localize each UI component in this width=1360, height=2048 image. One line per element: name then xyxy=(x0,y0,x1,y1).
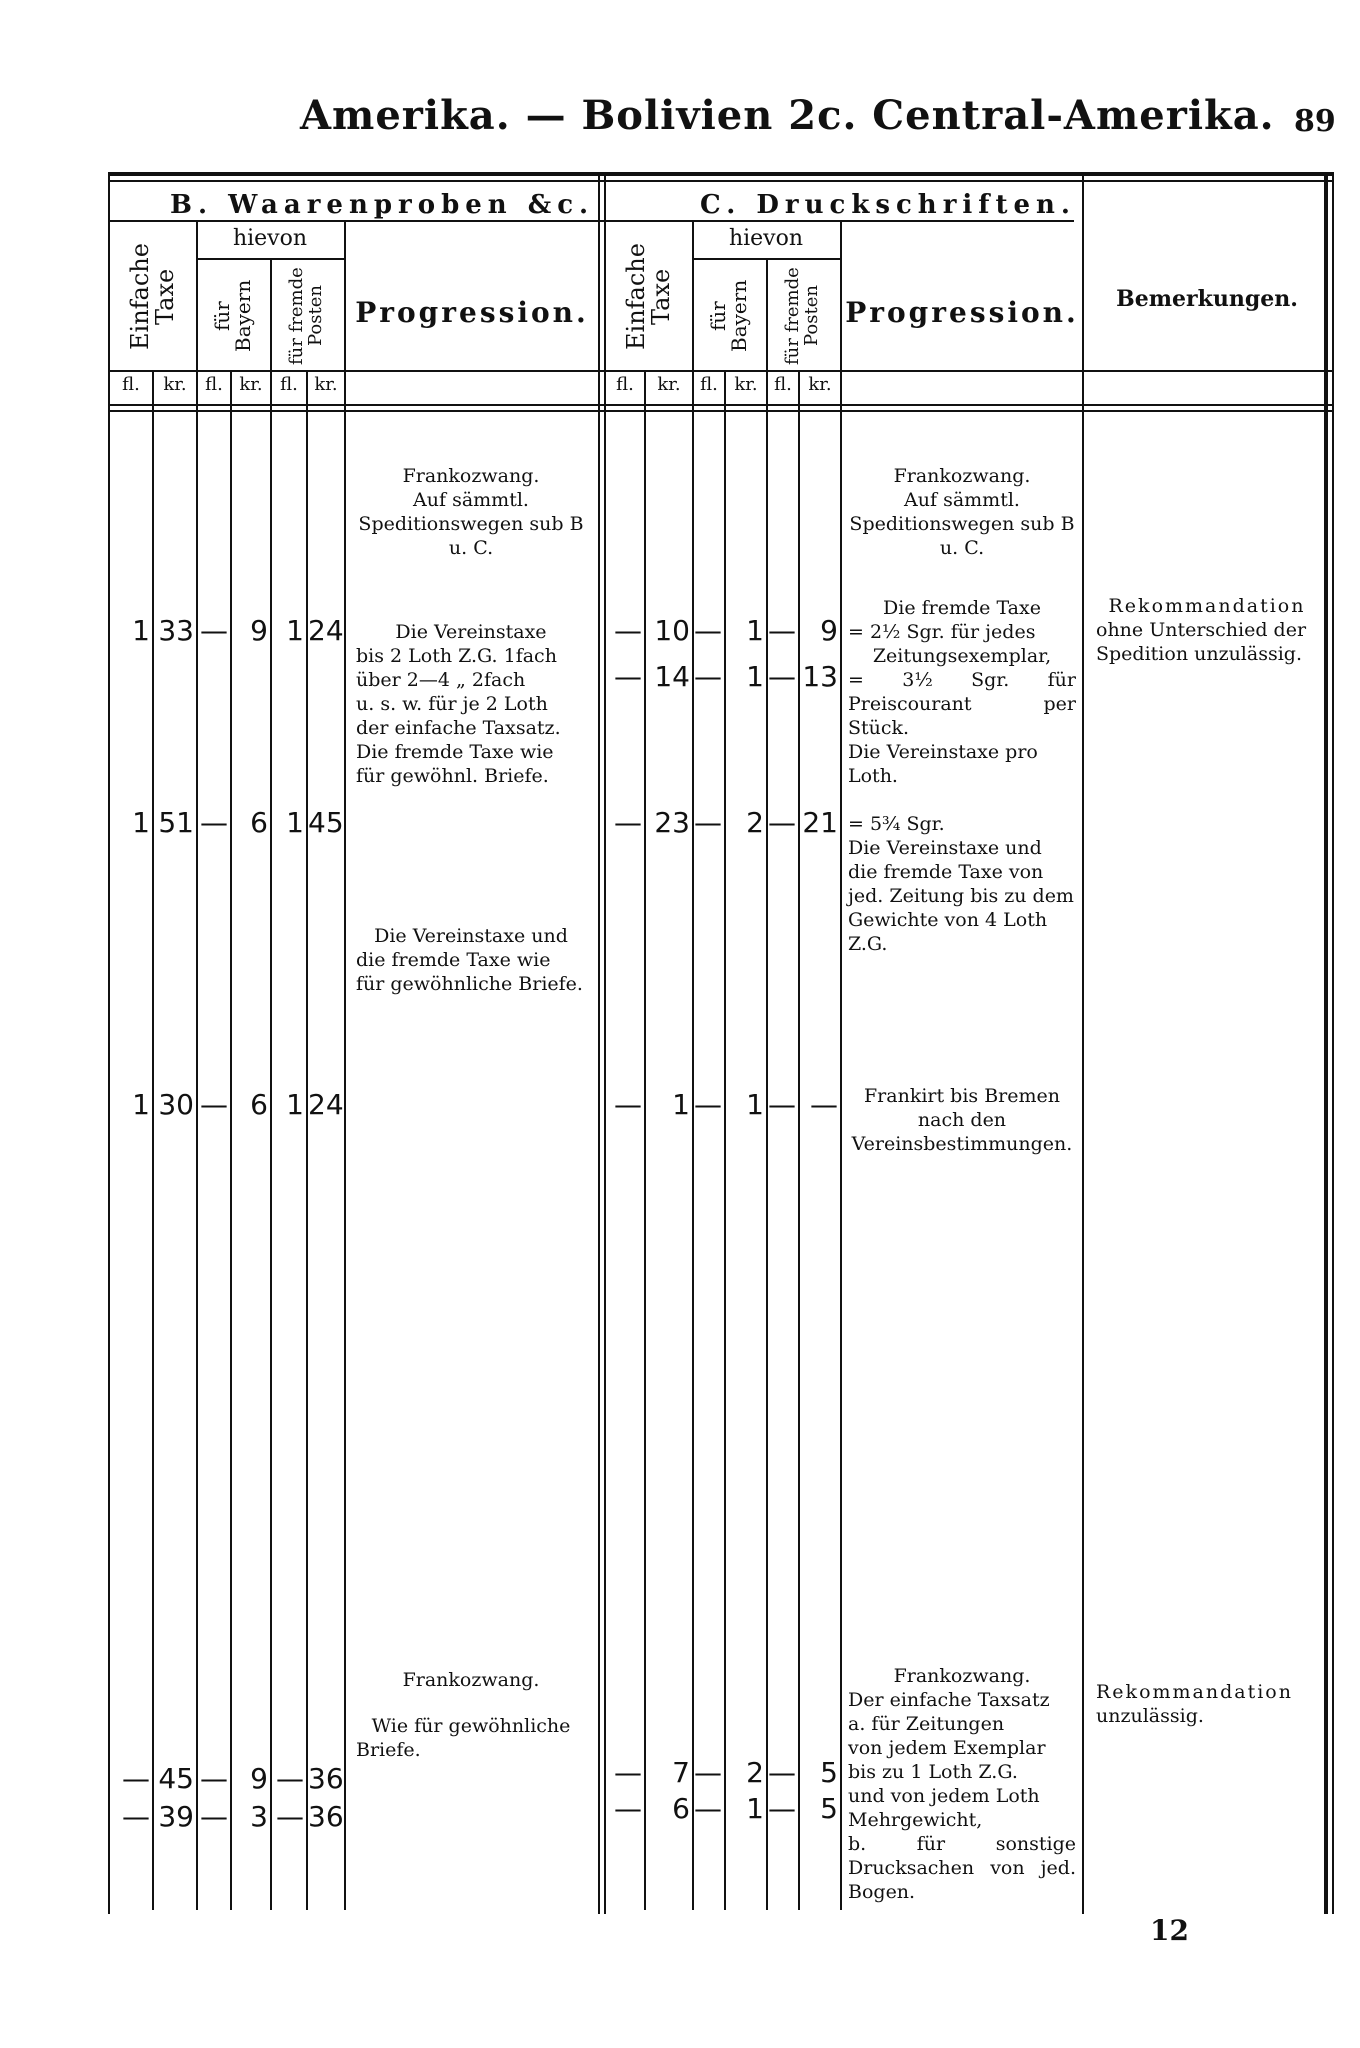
cell-c-fr-kr: 21 xyxy=(802,806,838,839)
cell-c-fr-fl: — xyxy=(768,614,796,647)
page-number: 89 xyxy=(1294,104,1336,139)
section-c-fuer-bayern: für Bayern xyxy=(706,279,751,353)
cell-c-fr-kr: 5 xyxy=(820,1792,838,1825)
cell-c-fr-fl: — xyxy=(768,806,796,839)
cell-b-fl: 1 xyxy=(132,1088,150,1121)
unit-c-2: kr. xyxy=(657,374,681,395)
cell-c-bay-kr: 1 xyxy=(746,660,764,693)
signature-mark: 12 xyxy=(1150,1914,1189,1947)
cell-c-fl: — xyxy=(614,1756,642,1789)
note-b-3: Die Vereinstaxe und die fremde Taxe wie für gewöhnliche Briefe. xyxy=(356,925,583,995)
section-b-einfache-taxe: Einfache Taxe xyxy=(125,243,179,351)
cell-b-fl: 1 xyxy=(132,806,150,839)
cell-c-bay-kr: 1 xyxy=(746,614,764,647)
cell-c-kr: 7 xyxy=(672,1756,690,1789)
section-b-fuer-fremde-posten: für fremde Posten xyxy=(286,267,326,365)
unit-b-1: fl. xyxy=(122,374,140,395)
unit-c-5: fl. xyxy=(774,374,792,395)
cell-c-bay-fl: — xyxy=(694,806,722,839)
unit-c-6: kr. xyxy=(808,374,832,395)
section-c-einfache-taxe: Einfache Taxe xyxy=(621,243,675,351)
cell-c-bay-kr: 2 xyxy=(746,806,764,839)
cell-c-fr-fl: — xyxy=(768,660,796,693)
cell-c-bay-fl: — xyxy=(694,660,722,693)
cell-fr-kr: 36 xyxy=(308,1762,344,1795)
cell-fr-fl: — xyxy=(276,1800,304,1833)
unit-b-6: kr. xyxy=(314,374,338,395)
cell-bay-fl: — xyxy=(200,806,228,839)
cell-c-kr: 14 xyxy=(654,660,690,693)
page-title: Amerika. — Bolivien 2c. Central-Amerika. xyxy=(300,92,1275,139)
unit-b-2: kr. xyxy=(163,374,187,395)
cell-bay-kr: 6 xyxy=(250,806,268,839)
cell-c-fr-kr: 5 xyxy=(820,1756,838,1789)
section-c-fuer-fremde-posten: für fremde Posten xyxy=(782,267,822,365)
cell-bay-fl: — xyxy=(200,1088,228,1121)
unit-b-4: kr. xyxy=(239,374,263,395)
cell-fr-fl: — xyxy=(276,1762,304,1795)
cell-bay-kr: 9 xyxy=(250,1762,268,1795)
section-c-hievon: hievon xyxy=(728,226,804,251)
cell-fr-fl: 1 xyxy=(286,614,304,647)
cell-bay-kr: 3 xyxy=(250,1800,268,1833)
cell-c-kr: 10 xyxy=(654,614,690,647)
note-c-3: = 5¾ Sgr. Die Vereinstaxe und die fremde Taxe von jed. Zeitung bis zu dem Gewichte von 4 Loth Z.G. xyxy=(848,813,1074,955)
cell-bay-kr: 9 xyxy=(250,614,268,647)
section-b-fuer-bayern: für Bayern xyxy=(210,279,255,353)
cell-fr-fl: 1 xyxy=(286,806,304,839)
section-b-progression: Progression. xyxy=(355,296,589,329)
cell-c-bay-kr: 2 xyxy=(746,1756,764,1789)
cell-fr-kr: 24 xyxy=(308,614,344,647)
unit-c-3: fl. xyxy=(700,374,718,395)
cell-c-fr-kr: 13 xyxy=(802,660,838,693)
cell-fr-fl: 1 xyxy=(286,1088,304,1121)
cell-c-fr-fl: — xyxy=(768,1088,796,1121)
bemerkungen-header: Bemerkungen. xyxy=(1116,286,1298,312)
cell-fr-kr: 36 xyxy=(308,1800,344,1833)
section-c-label: C. Druckschriften. xyxy=(700,190,1076,220)
cell-c-fl: — xyxy=(614,614,642,647)
cell-b-fl: 1 xyxy=(132,614,150,647)
cell-c-fr-kr: 9 xyxy=(820,614,838,647)
cell-c-fr-fl: — xyxy=(768,1756,796,1789)
section-b-hievon: hievon xyxy=(232,226,308,251)
unit-b-3: fl. xyxy=(205,374,223,395)
cell-c-kr: 1 xyxy=(672,1088,690,1121)
cell-c-fl: — xyxy=(614,1792,642,1825)
note-bem-2: Rekommandation unzulässig. xyxy=(1096,1681,1293,1727)
cell-c-bay-fl: — xyxy=(694,1088,722,1121)
cell-b-kr: 45 xyxy=(158,1762,194,1795)
cell-fr-kr: 24 xyxy=(308,1088,344,1121)
cell-b-fl: — xyxy=(122,1762,150,1795)
cell-c-kr: 6 xyxy=(672,1792,690,1825)
cell-b-kr: 51 xyxy=(158,806,194,839)
unit-c-4: kr. xyxy=(734,374,758,395)
cell-c-fr-kr: — xyxy=(810,1088,838,1121)
section-c-progression: Progression. xyxy=(845,296,1079,329)
cell-c-fr-fl: — xyxy=(768,1792,796,1825)
note-c-5: Frankozwang. Der einfache Taxsatz a. für Zeitungen von jedem Exemplar bis zu 1 Loth Z.G. und von jedem Loth Mehrgewicht, b. für sonstige Drucksachen von jed. Bogen. xyxy=(848,1665,1076,1903)
unit-b-5: fl. xyxy=(280,374,298,395)
note-b-2: Die Vereinstaxe bis 2 Loth Z.G. 1fach über 2—4 „ 2fach u. s. w. für je 2 Loth der einfache Taxsatz. Die fremde Taxe wie für gewöhnl. Briefe. xyxy=(356,621,561,787)
cell-fr-kr: 45 xyxy=(308,806,344,839)
cell-b-kr: 30 xyxy=(158,1088,194,1121)
note-b-4: Frankozwang. xyxy=(402,1669,540,1691)
cell-b-kr: 39 xyxy=(158,1800,194,1833)
cell-c-bay-fl: — xyxy=(694,1792,722,1825)
cell-bay-kr: 6 xyxy=(250,1088,268,1121)
cell-bay-fl: — xyxy=(200,1762,228,1795)
cell-c-bay-kr: 1 xyxy=(746,1088,764,1121)
cell-c-bay-fl: — xyxy=(694,1756,722,1789)
cell-c-fl: — xyxy=(614,1088,642,1121)
cell-c-kr: 23 xyxy=(654,806,690,839)
cell-bay-fl: — xyxy=(200,614,228,647)
note-c-1: Frankozwang. Auf sämmtl. Speditionswegen sub B u. C. xyxy=(849,465,1075,559)
cell-c-bay-fl: — xyxy=(694,614,722,647)
section-b-label: B. Waarenproben &c. xyxy=(170,190,595,220)
cell-c-fl: — xyxy=(614,806,642,839)
cell-bay-fl: — xyxy=(200,1800,228,1833)
cell-b-fl: — xyxy=(122,1800,150,1833)
cell-c-fl: — xyxy=(614,660,642,693)
note-bem-1: Rekommandation ohne Unterschied der Spedition unzulässig. xyxy=(1096,595,1307,665)
cell-b-kr: 33 xyxy=(158,614,194,647)
unit-c-1: fl. xyxy=(616,374,634,395)
note-b-5: Wie für gewöhnliche Briefe. xyxy=(356,1715,571,1761)
note-b-1: Frankozwang. Auf sämmtl. Speditionswegen sub B u. C. xyxy=(358,465,584,559)
note-c-4: Frankirt bis Bremen nach den Vereinsbestimmungen. xyxy=(851,1085,1073,1155)
cell-c-bay-kr: 1 xyxy=(746,1792,764,1825)
note-c-2: Die fremde Taxe = 2½ Sgr. für jedes Zeitungsexemplar, = 3½ Sgr. für Preiscourant per Stück. Die Vereinstaxe pro Loth. xyxy=(848,597,1076,787)
